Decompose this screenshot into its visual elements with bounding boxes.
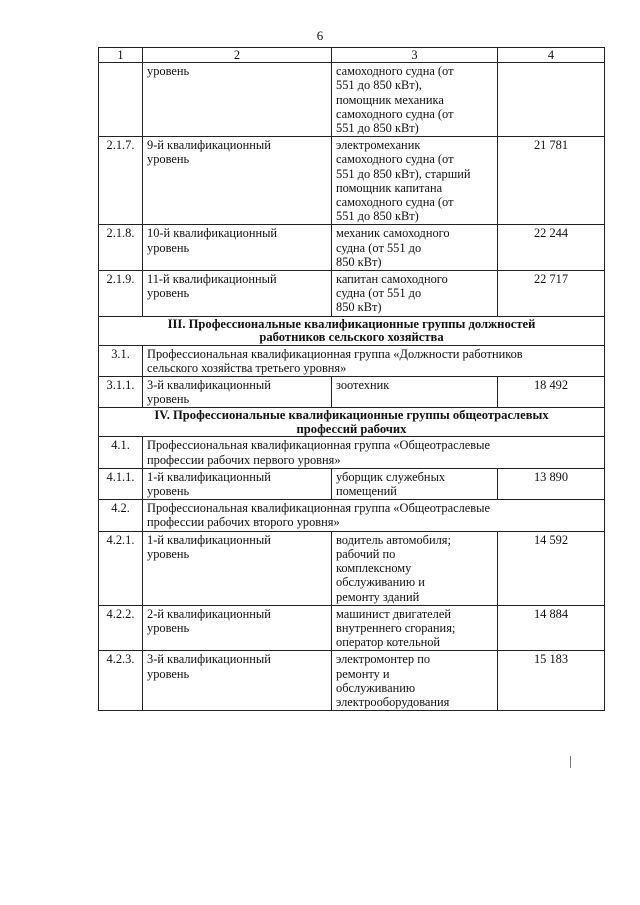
table-body [99, 63, 605, 711]
margin-mark [570, 756, 571, 768]
row-number: 4.2.1. [99, 531, 143, 605]
qualification-level: 11-й квалификационный уровень [143, 271, 332, 317]
positions-list: самоходного судна (от 551 до 850 кВт), помощник механика самоходного судна (от 551 до 850 кВт) [332, 63, 498, 137]
group-description: Профессиональная квалификационная группа «Должности работников сельского хозяйства третьего уровня» [143, 345, 605, 376]
table-row [99, 531, 605, 605]
group-row [99, 345, 605, 376]
header-row [99, 48, 605, 63]
page-number: 6 [316, 28, 324, 43]
row-number: 2.1.8. [99, 225, 143, 271]
positions-list: электромеханик самоходного судна (от 551 до 850 кВт), старший помощник капитана самоходного судна (от 551 до 850 кВт) [332, 137, 498, 225]
salary-value: 13 890 [498, 468, 605, 499]
row-number: 2.1.7. [99, 137, 143, 225]
positions-list: зоотехник [332, 377, 498, 408]
table-row [99, 468, 605, 499]
salary-value: 15 183 [498, 651, 605, 711]
qualification-level: 1-й квалификационный уровень [143, 531, 332, 605]
group-number: 4.1. [99, 437, 143, 468]
qualification-level: уровень [143, 63, 332, 137]
qualification-groups-table [98, 47, 605, 711]
group-description: Профессиональная квалификационная группа «Общеотраслевые профессии рабочих первого уровня» [143, 437, 605, 468]
table-header [99, 48, 605, 63]
salary-value: 14 592 [498, 531, 605, 605]
group-number: 4.2. [99, 500, 143, 531]
positions-list: механик самоходного судна (от 551 до 850 кВт) [332, 225, 498, 271]
section-heading: IV. Профессиональные квалификационные группы общеотраслевых профессий рабочих [99, 408, 605, 437]
column-header-1: 1 [99, 48, 143, 63]
row-number: 3.1.1. [99, 377, 143, 408]
row-number: 4.1.1. [99, 468, 143, 499]
positions-list: электромонтер по ремонту и обслуживанию электрооборудования [332, 651, 498, 711]
section-heading: III. Профессиональные квалификационные группы должностей работников сельского хозяйства [99, 316, 605, 345]
group-row [99, 437, 605, 468]
column-header-4: 4 [498, 48, 605, 63]
row-number: 4.2.3. [99, 651, 143, 711]
table-row [99, 605, 605, 651]
qualification-level: 3-й квалификационный уровень [143, 377, 332, 408]
qualification-level: 2-й квалификационный уровень [143, 605, 332, 651]
salary-value: 22 244 [498, 225, 605, 271]
table-row [99, 271, 605, 317]
group-description: Профессиональная квалификационная группа «Общеотраслевые профессии рабочих второго уровня» [143, 500, 605, 531]
salary-value: 21 781 [498, 137, 605, 225]
table-row [99, 651, 605, 711]
row-number: 4.2.2. [99, 605, 143, 651]
qualification-level: 9-й квалификационный уровень [143, 137, 332, 225]
salary-value [498, 63, 605, 137]
qualification-level: 10-й квалификационный уровень [143, 225, 332, 271]
table-row [99, 137, 605, 225]
row-number: 2.1.9. [99, 271, 143, 317]
salary-value: 18 492 [498, 377, 605, 408]
row-number [99, 63, 143, 137]
positions-list: капитан самоходного судна (от 551 до 850 кВт) [332, 271, 498, 317]
salary-value: 14 884 [498, 605, 605, 651]
qualification-level: 1-й квалификационный уровень [143, 468, 332, 499]
section-heading-row [99, 316, 605, 345]
table-row [99, 225, 605, 271]
table-row [99, 377, 605, 408]
positions-list: машинист двигателей внутреннего сгорания; оператор котельной [332, 605, 498, 651]
column-header-2: 2 [143, 48, 332, 63]
column-header-3: 3 [332, 48, 498, 63]
section-heading-row [99, 408, 605, 437]
group-row [99, 500, 605, 531]
salary-value: 22 717 [498, 271, 605, 317]
positions-list: уборщик служебных помещений [332, 468, 498, 499]
table-row [99, 63, 605, 137]
qualification-level: 3-й квалификационный уровень [143, 651, 332, 711]
group-number: 3.1. [99, 345, 143, 376]
positions-list: водитель автомобиля; рабочий по комплексному обслуживанию и ремонту зданий [332, 531, 498, 605]
